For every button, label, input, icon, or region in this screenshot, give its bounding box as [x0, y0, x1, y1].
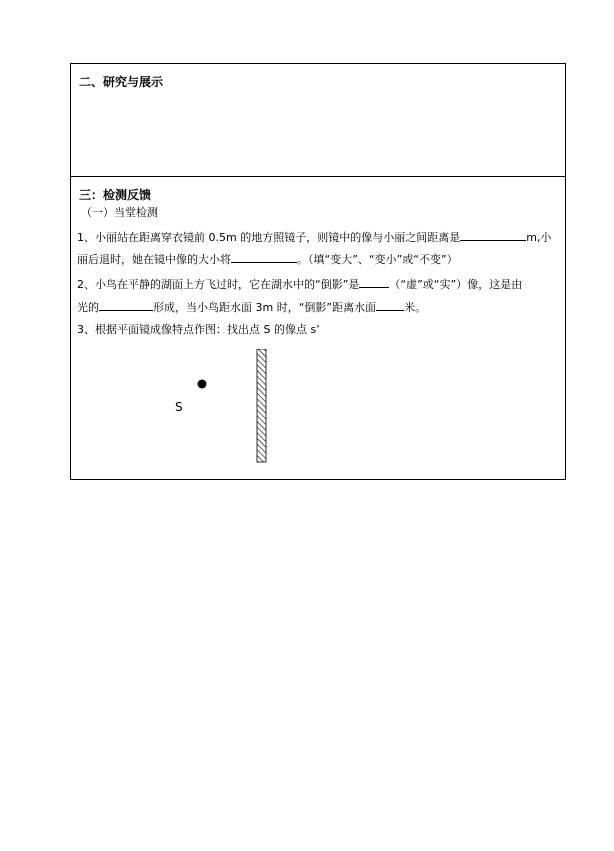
q2-text-d: 形成，当小鸟距水面 3m 时，“倒影”距离水面	[153, 301, 377, 314]
question-3: 3、根据平面镜成像特点作图：找出点 S 的像点 s’	[77, 323, 320, 336]
feedback-heading: 三：检测反馈	[79, 188, 152, 202]
point-s-label: S	[175, 400, 183, 414]
point-s	[198, 380, 207, 389]
q1-text-b: m,小	[526, 231, 552, 244]
q2-text-a: 2、小鸟在平静的湖面上方飞过时，它在湖水中的“倒影”是	[77, 278, 360, 291]
question-1-line-1	[77, 229, 551, 245]
q1-blank-size[interactable]	[231, 251, 297, 263]
question-1-line-2	[77, 251, 458, 267]
q1-blank-distance[interactable]	[460, 229, 526, 241]
q1-text-c: 丽后退时，她在镜中像的大小将	[77, 253, 231, 266]
research-heading: 二、研究与展示	[79, 75, 164, 89]
question-2-line-2	[77, 299, 426, 315]
q1-text-a: 1、小丽站在距离穿衣镜前 0.5m 的地方照镜子，则镜中的像与小丽之间距离是	[77, 231, 461, 244]
research-section	[71, 64, 565, 177]
subheading-class-test: （一）当堂检测	[81, 206, 158, 219]
question-2-line-1	[77, 276, 522, 292]
q2-blank-distance[interactable]	[376, 299, 404, 311]
q2-text-e: 米。	[404, 301, 427, 314]
mirror-diagram[interactable]	[71, 349, 565, 469]
plane-mirror	[257, 349, 266, 462]
q2-text-b: （“虚”或“实”）像，这是由	[389, 278, 523, 291]
worksheet-table	[70, 63, 566, 480]
q2-text-c: 光的	[77, 301, 99, 314]
q2-blank-formation[interactable]	[99, 299, 153, 311]
q2-blank-image-type[interactable]	[359, 276, 389, 288]
q1-text-d: 。（填“变大”、“变小”或“不变”）	[297, 253, 458, 266]
feedback-section	[71, 177, 565, 479]
